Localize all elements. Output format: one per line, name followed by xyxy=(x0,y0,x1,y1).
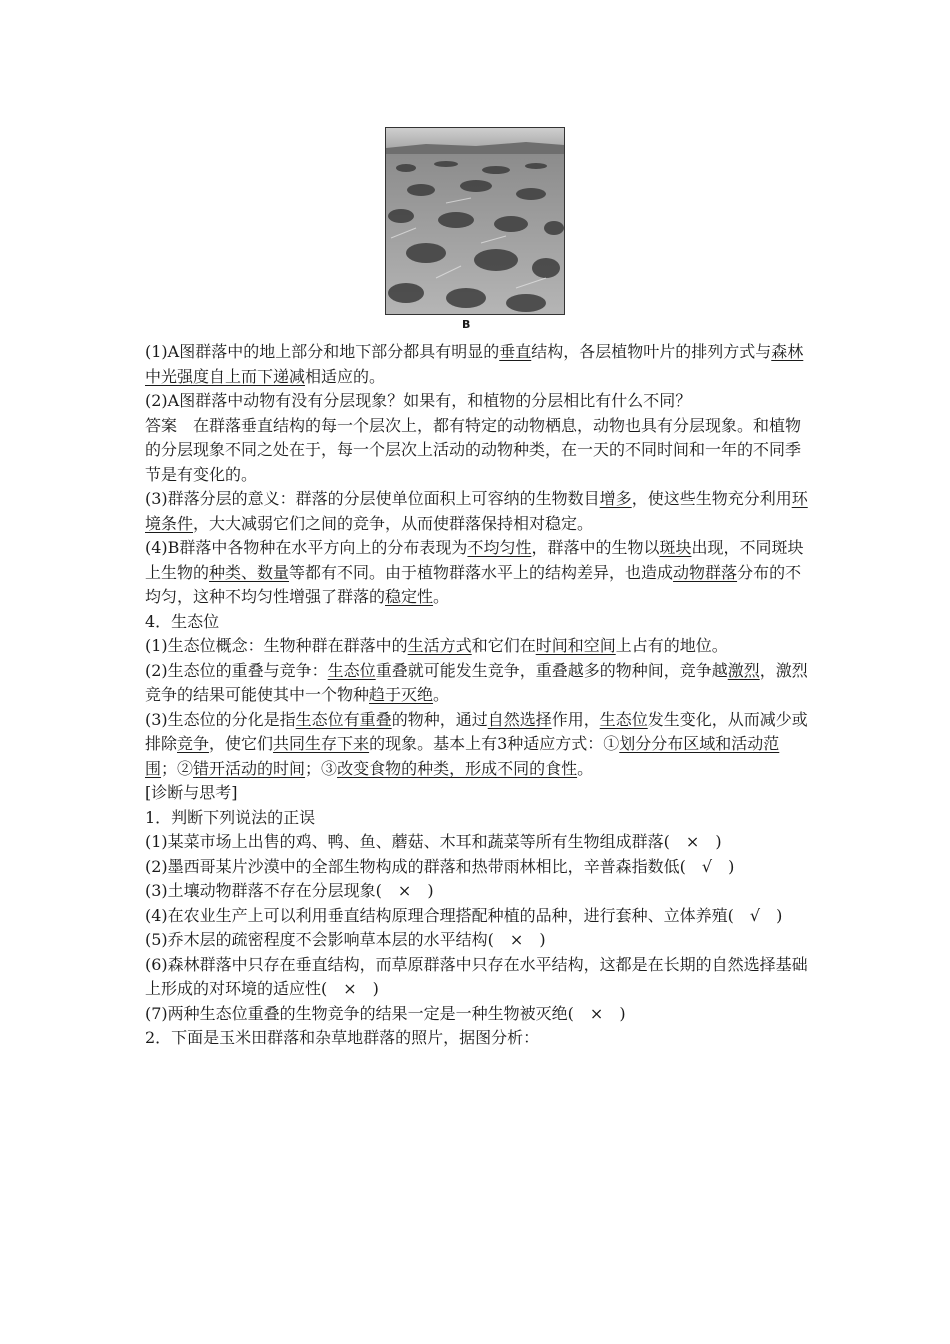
text: 。 xyxy=(433,587,450,606)
text: 发生变化，从而减少或排除 xyxy=(145,709,808,753)
answer-underline: 趋于灭绝 xyxy=(369,685,434,704)
text: 重叠就可能发生竞争，重叠越多的物种间，竞争越 xyxy=(375,660,728,680)
answer-underline: 划分分布区域和活动范围 xyxy=(145,734,780,778)
answer-underline: 稳定性 xyxy=(385,587,434,606)
text: 的现象。基本上有3种适应方式：① xyxy=(369,734,620,753)
text: 等都有不同。由于植物群落水平上的结构差异，也造成 xyxy=(289,562,674,582)
text: ，群落中的生物以 xyxy=(531,538,660,557)
diagnosis-subheading-1: 1．判断下列说法的正误 xyxy=(145,807,316,827)
text: (4)B群落中各物种在水平方向上的分布表现为 xyxy=(145,538,468,557)
text: 和它们在 xyxy=(471,636,536,655)
text: ；② xyxy=(161,758,194,778)
text: 结构，各层植物叶片的排列方式与 xyxy=(531,342,772,361)
answer-text: 在群落垂直结构的每一个层次上，都有特定的动物栖息，动物也具有分层现象。和植物的分层现象不同之处在于，每一个层次上活动的动物种类，在一天的不同时间和一年的不同季节是有变化的。 xyxy=(145,415,802,484)
answer-underline: 动物群落 xyxy=(673,562,738,582)
answer-underline: 生态位 xyxy=(327,660,376,680)
document-body xyxy=(145,340,810,1051)
text: ，激烈竞争的结果可能使其中一个物种 xyxy=(145,660,808,704)
figure-caption: B xyxy=(462,318,471,331)
answer-underline: 垂直 xyxy=(499,342,532,361)
text: ，使这些生物充分利用 xyxy=(631,489,792,508)
paragraph-niche-3 xyxy=(145,708,810,782)
section-heading-niche: 4．生态位 xyxy=(145,611,220,631)
answer-underline: 生态位 xyxy=(599,709,648,729)
answer-underline: 时间和空间 xyxy=(535,636,616,655)
answer-underline: 环境条件 xyxy=(145,489,808,533)
answer-underline: 生态位有重叠 xyxy=(295,709,392,729)
answer-underline: 斑块 xyxy=(659,538,692,557)
paragraph-niche-2 xyxy=(145,659,810,708)
text: 相适应的。 xyxy=(305,366,386,386)
judgement-item: (4)在农业生产上可以利用垂直结构原理合理搭配种植的品种，进行套种、立体养殖( √ ) xyxy=(145,905,783,925)
text: 上占有的地位。 xyxy=(615,636,728,655)
paragraph-b4 xyxy=(145,536,810,610)
answer-underline: 增多 xyxy=(599,489,632,508)
text: (3)生态位的分化是指 xyxy=(145,709,296,729)
judgement-item: (6)森林群落中只存在垂直结构，而草原群落中只存在水平结构，这都是在长期的自然选择基础上形成的对环境的适应性( × ) xyxy=(145,954,808,998)
answer-underline: 自然选择 xyxy=(487,709,552,729)
answer-underline: 不均匀性 xyxy=(467,538,532,557)
answer-underline: 错开活动的时间 xyxy=(193,758,306,778)
text: 。 xyxy=(433,685,450,704)
judgement-item: (5)乔木层的疏密程度不会影响草本层的水平结构( × ) xyxy=(145,930,546,949)
answer-underline: 种类、数量 xyxy=(209,562,290,582)
paragraph-b1 xyxy=(145,340,810,389)
answer-underline: 改变食物的种类，形成不同的食性 xyxy=(337,758,578,778)
text: 。 xyxy=(577,758,594,778)
answer-paragraph xyxy=(145,414,810,488)
answer-underline: 森林中光强度自上而下递减 xyxy=(145,342,804,386)
answer-underline: 激烈 xyxy=(727,660,760,680)
answer-label: 答案 xyxy=(145,415,178,435)
paragraph-niche-1 xyxy=(145,634,810,659)
answer-underline: 生活方式 xyxy=(407,636,472,655)
answer-underline: 竞争 xyxy=(177,734,210,753)
judgement-item: (2)墨西哥某片沙漠中的全部生物构成的群落和热带雨林相比，辛普森指数低( √ ) xyxy=(145,856,735,876)
judgement-item: (3)土壤动物群落不存在分层现象( × ) xyxy=(145,881,434,900)
text: ；③ xyxy=(305,758,338,778)
text: 出现，不同斑块上生物的 xyxy=(145,538,804,582)
text: (1)生态位概念：生物种群在群落中的 xyxy=(145,636,408,655)
text: (2)生态位的重叠与竞争： xyxy=(145,660,328,680)
text: 分布的不均匀，这种不均匀性增强了群落的 xyxy=(145,562,802,606)
judgement-item: (7)两种生态位重叠的生物竞争的结果一定是一种生物被灭绝( × ) xyxy=(145,1003,626,1023)
grassland-photo-b xyxy=(385,127,565,315)
text: (3)群落分层的意义：群落的分层使单位面积上可容纳的生物数目 xyxy=(145,489,600,508)
question-b2: (2)A图群落中动物有没有分层现象？如果有，和植物的分层相比有什么不同？ xyxy=(145,391,692,410)
paragraph-b3 xyxy=(145,487,810,536)
text: 的物种，通过 xyxy=(391,709,488,729)
text: 作用， xyxy=(551,709,600,729)
text: ，大大减弱它们之间的竞争，从而使群落保持相对稳定。 xyxy=(193,513,594,533)
text: (1)A图群落中的地上部分和地下部分都具有明显的 xyxy=(145,342,500,361)
diagnosis-heading: [诊断与思考] xyxy=(145,783,238,802)
grassland-photo-illustration xyxy=(386,128,564,314)
judgement-item: (1)某菜市场上出售的鸡、鸭、鱼、蘑菇、木耳和蔬菜等所有生物组成群落( × ) xyxy=(145,832,722,851)
text: ，使它们 xyxy=(209,734,274,753)
diagnosis-subheading-2: 2．下面是玉米田群落和杂草地群落的照片，据图分析： xyxy=(145,1028,540,1047)
answer-underline: 共同生存下来 xyxy=(273,734,370,753)
